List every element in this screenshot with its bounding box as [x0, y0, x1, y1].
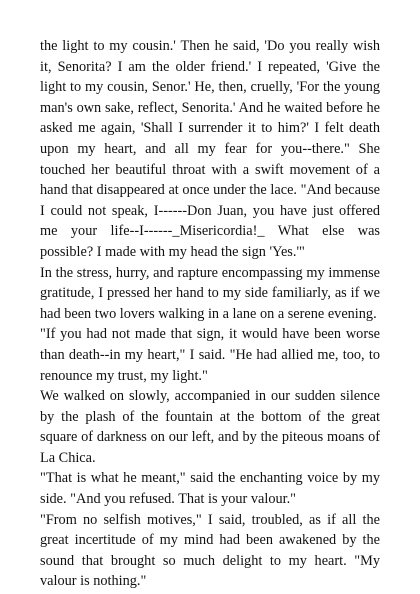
paragraph: the light to my cousin.' Then he said, 'Do you really wish it, Senorita? I am the older friend.' I repeated, 'Give the light to my cousin, Senor.' He, then, cruelly, 'For the young man's own sake, reflect, Senorita.' And he waited before he asked me again, 'Shall I surrender it to him?' I felt death upon my heart, and all my fear for you--there." She touched her beautiful throat with a swift movement of a hand that disappeared at once under the lace. "And because I could not speak, I------Don Juan, you have just offered me your life--I------_Misericordia!_ What else was possible? I made with my head the sign 'Yes.'": [40, 38, 380, 260]
paragraph: We walked on slowly, accompanied in our sudden silence by the plash of the fountain at the bottom of the great square of darkness on our left, and by the piteous moans of La Chica.: [40, 388, 380, 466]
paragraph: "From no selfish motives," I said, troubled, as if all the great incertitude of my mind had been awakened by the sound that brought so much delight to my heart. "My valour is nothing.": [40, 511, 380, 590]
paragraph: In the stress, hurry, and rapture encompassing my immense gratitude, I pressed her hand to my side familiarly, as if we had been two lovers walking in a lane on a serene evening.: [40, 264, 380, 322]
paragraph: "If you had not made that sign, it would have been worse than death--in my heart," I said. "He had allied me, too, to renounce my trust, my light.": [40, 326, 380, 384]
page-body: [40, 36, 380, 592]
paragraph: "That is what he meant," said the enchanting voice by my side. "And you refused. That is your valour.": [40, 470, 380, 508]
